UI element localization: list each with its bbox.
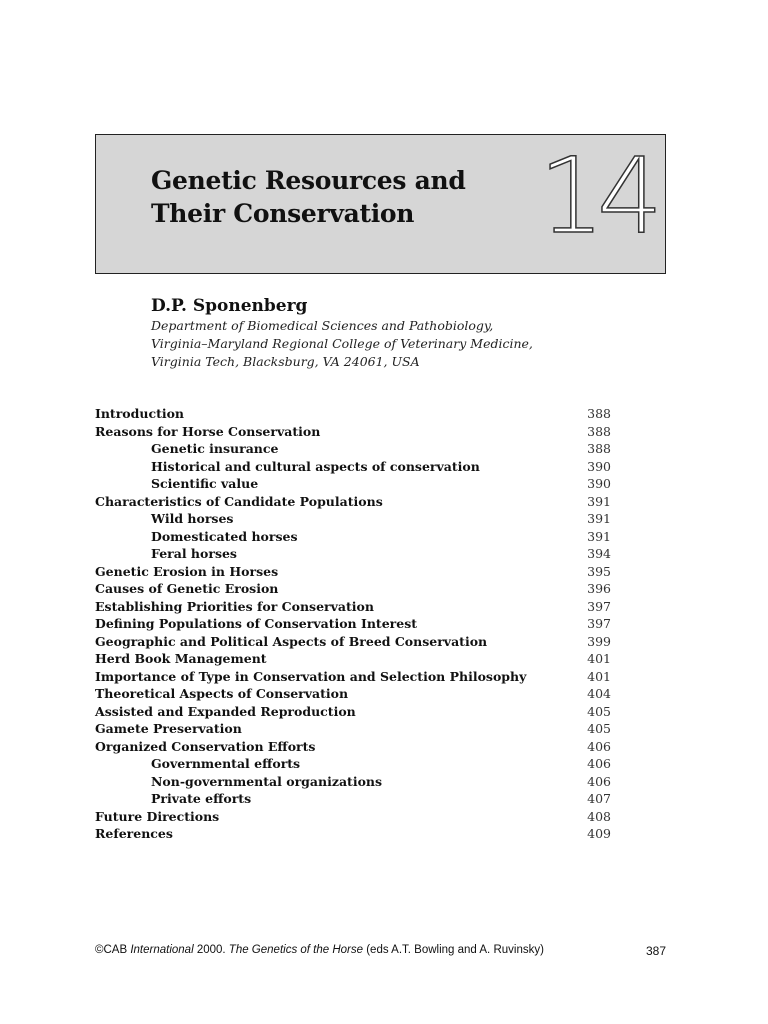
toc-entry-title: Private efforts xyxy=(151,791,252,806)
toc-entry-title: Genetic Erosion in Horses xyxy=(95,563,279,579)
toc-entry xyxy=(95,808,611,826)
toc-entry-title: Herd Book Management xyxy=(95,651,267,666)
toc-entry-page: 406 xyxy=(587,756,611,771)
toc-entry xyxy=(95,615,611,633)
copyright-notice xyxy=(95,944,544,958)
toc-entry-title: Historical and cultural aspects of conservation xyxy=(151,458,480,474)
toc-entry-title: Scientific value xyxy=(151,476,259,491)
toc-entry-page: 401 xyxy=(587,651,611,666)
toc-entry-page: 390 xyxy=(587,458,611,474)
toc-entry-page: 391 xyxy=(587,493,611,509)
toc-subentry xyxy=(95,440,611,458)
copyright-international: International xyxy=(130,944,194,956)
chapter-title xyxy=(151,164,466,230)
table-of-contents xyxy=(95,405,611,843)
affiliation-line-3: Virginia Tech, Blacksburg, VA 24061, USA xyxy=(151,354,420,369)
toc-entry xyxy=(95,633,611,651)
toc-entry-page: 405 xyxy=(587,703,611,719)
toc-entry-page: 405 xyxy=(587,721,611,736)
toc-entry-page: 408 xyxy=(587,808,611,824)
toc-entry-page: 388 xyxy=(587,441,611,456)
toc-entry-title: Introduction xyxy=(95,406,185,421)
chapter-title-line-2: Their Conservation xyxy=(151,199,415,228)
toc-subentry xyxy=(95,773,611,791)
toc-entry-title: Defining Populations of Conservation Interest xyxy=(95,616,418,631)
toc-entry xyxy=(95,563,611,581)
toc-entry xyxy=(95,405,611,423)
toc-entry-title: Theoretical Aspects of Conservation xyxy=(95,686,349,701)
affiliation-line-1: Department of Biomedical Sciences and Pathobiology, xyxy=(151,318,494,333)
toc-entry-page: 391 xyxy=(587,511,611,526)
copyright-prefix: ©CAB xyxy=(95,944,131,956)
toc-entry-title: Wild horses xyxy=(151,511,234,526)
toc-entry-title: Importance of Type in Conservation and Selection Philosophy xyxy=(95,668,527,684)
toc-entry-title: Assisted and Expanded Reproduction xyxy=(95,703,356,719)
toc-subentry xyxy=(95,475,611,493)
toc-entry-title: Domesticated horses xyxy=(151,528,298,544)
toc-entry xyxy=(95,580,611,598)
toc-entry xyxy=(95,738,611,756)
toc-entry xyxy=(95,720,611,738)
toc-entry-title: Geographic and Political Aspects of Breed Conservation xyxy=(95,633,488,649)
toc-entry xyxy=(95,598,611,616)
toc-entry-page: 404 xyxy=(587,686,611,701)
author-name: D.P. Sponenberg xyxy=(151,296,308,316)
toc-entry-page: 396 xyxy=(587,581,611,596)
toc-entry-title: Governmental efforts xyxy=(151,756,301,771)
toc-subentry xyxy=(95,528,611,546)
toc-entry xyxy=(95,668,611,686)
copyright-year: 2000. xyxy=(193,944,229,956)
toc-entry xyxy=(95,493,611,511)
toc-subentry xyxy=(95,790,611,808)
toc-entry-page: 406 xyxy=(587,738,611,754)
page-footer xyxy=(95,944,666,958)
chapter-header xyxy=(95,134,666,274)
toc-entry-page: 401 xyxy=(587,668,611,684)
toc-entry-title: Causes of Genetic Erosion xyxy=(95,581,279,596)
toc-subentry xyxy=(95,510,611,528)
book-editors: (eds A.T. Bowling and A. Ruvinsky) xyxy=(363,944,544,956)
toc-entry xyxy=(95,685,611,703)
toc-entry-page: 388 xyxy=(587,406,611,421)
toc-entry-title: Genetic insurance xyxy=(151,441,279,456)
toc-entry-page: 390 xyxy=(587,476,611,491)
toc-entry-page: 397 xyxy=(587,598,611,614)
toc-entry xyxy=(95,703,611,721)
toc-entry-page: 388 xyxy=(587,423,611,439)
chapter-number: 14 xyxy=(538,135,655,257)
toc-entry-title: Organized Conservation Efforts xyxy=(95,738,316,754)
toc-entry-page: 391 xyxy=(587,528,611,544)
toc-entry-title: Gamete Preservation xyxy=(95,721,242,736)
chapter-title-line-1: Genetic Resources and xyxy=(151,166,466,195)
toc-entry-page: 395 xyxy=(587,563,611,579)
toc-entry-title: Reasons for Horse Conservation xyxy=(95,423,321,439)
toc-entry-page: 399 xyxy=(587,633,611,649)
toc-entry xyxy=(95,650,611,668)
toc-entry-page: 409 xyxy=(587,826,611,841)
toc-entry-page: 394 xyxy=(587,546,611,561)
toc-entry-page: 406 xyxy=(587,773,611,789)
toc-subentry xyxy=(95,755,611,773)
toc-entry-page: 407 xyxy=(587,791,611,806)
toc-entry-title: References xyxy=(95,826,173,841)
toc-subentry xyxy=(95,458,611,476)
author-affiliation xyxy=(151,317,533,371)
toc-entry-title: Future Directions xyxy=(95,808,220,824)
toc-entry-title: Feral horses xyxy=(151,546,237,561)
toc-entry-title: Establishing Priorities for Conservation xyxy=(95,598,374,614)
affiliation-line-2: Virginia–Maryland Regional College of Veterinary Medicine, xyxy=(151,336,533,351)
page-number: 387 xyxy=(645,944,666,958)
toc-entry xyxy=(95,423,611,441)
toc-entry-page: 397 xyxy=(587,616,611,631)
toc-entry xyxy=(95,825,611,843)
toc-entry-title: Non-governmental organizations xyxy=(151,773,383,789)
toc-entry-title: Characteristics of Candidate Populations xyxy=(95,493,383,509)
toc-subentry xyxy=(95,545,611,563)
book-title: The Genetics of the Horse xyxy=(228,944,364,956)
